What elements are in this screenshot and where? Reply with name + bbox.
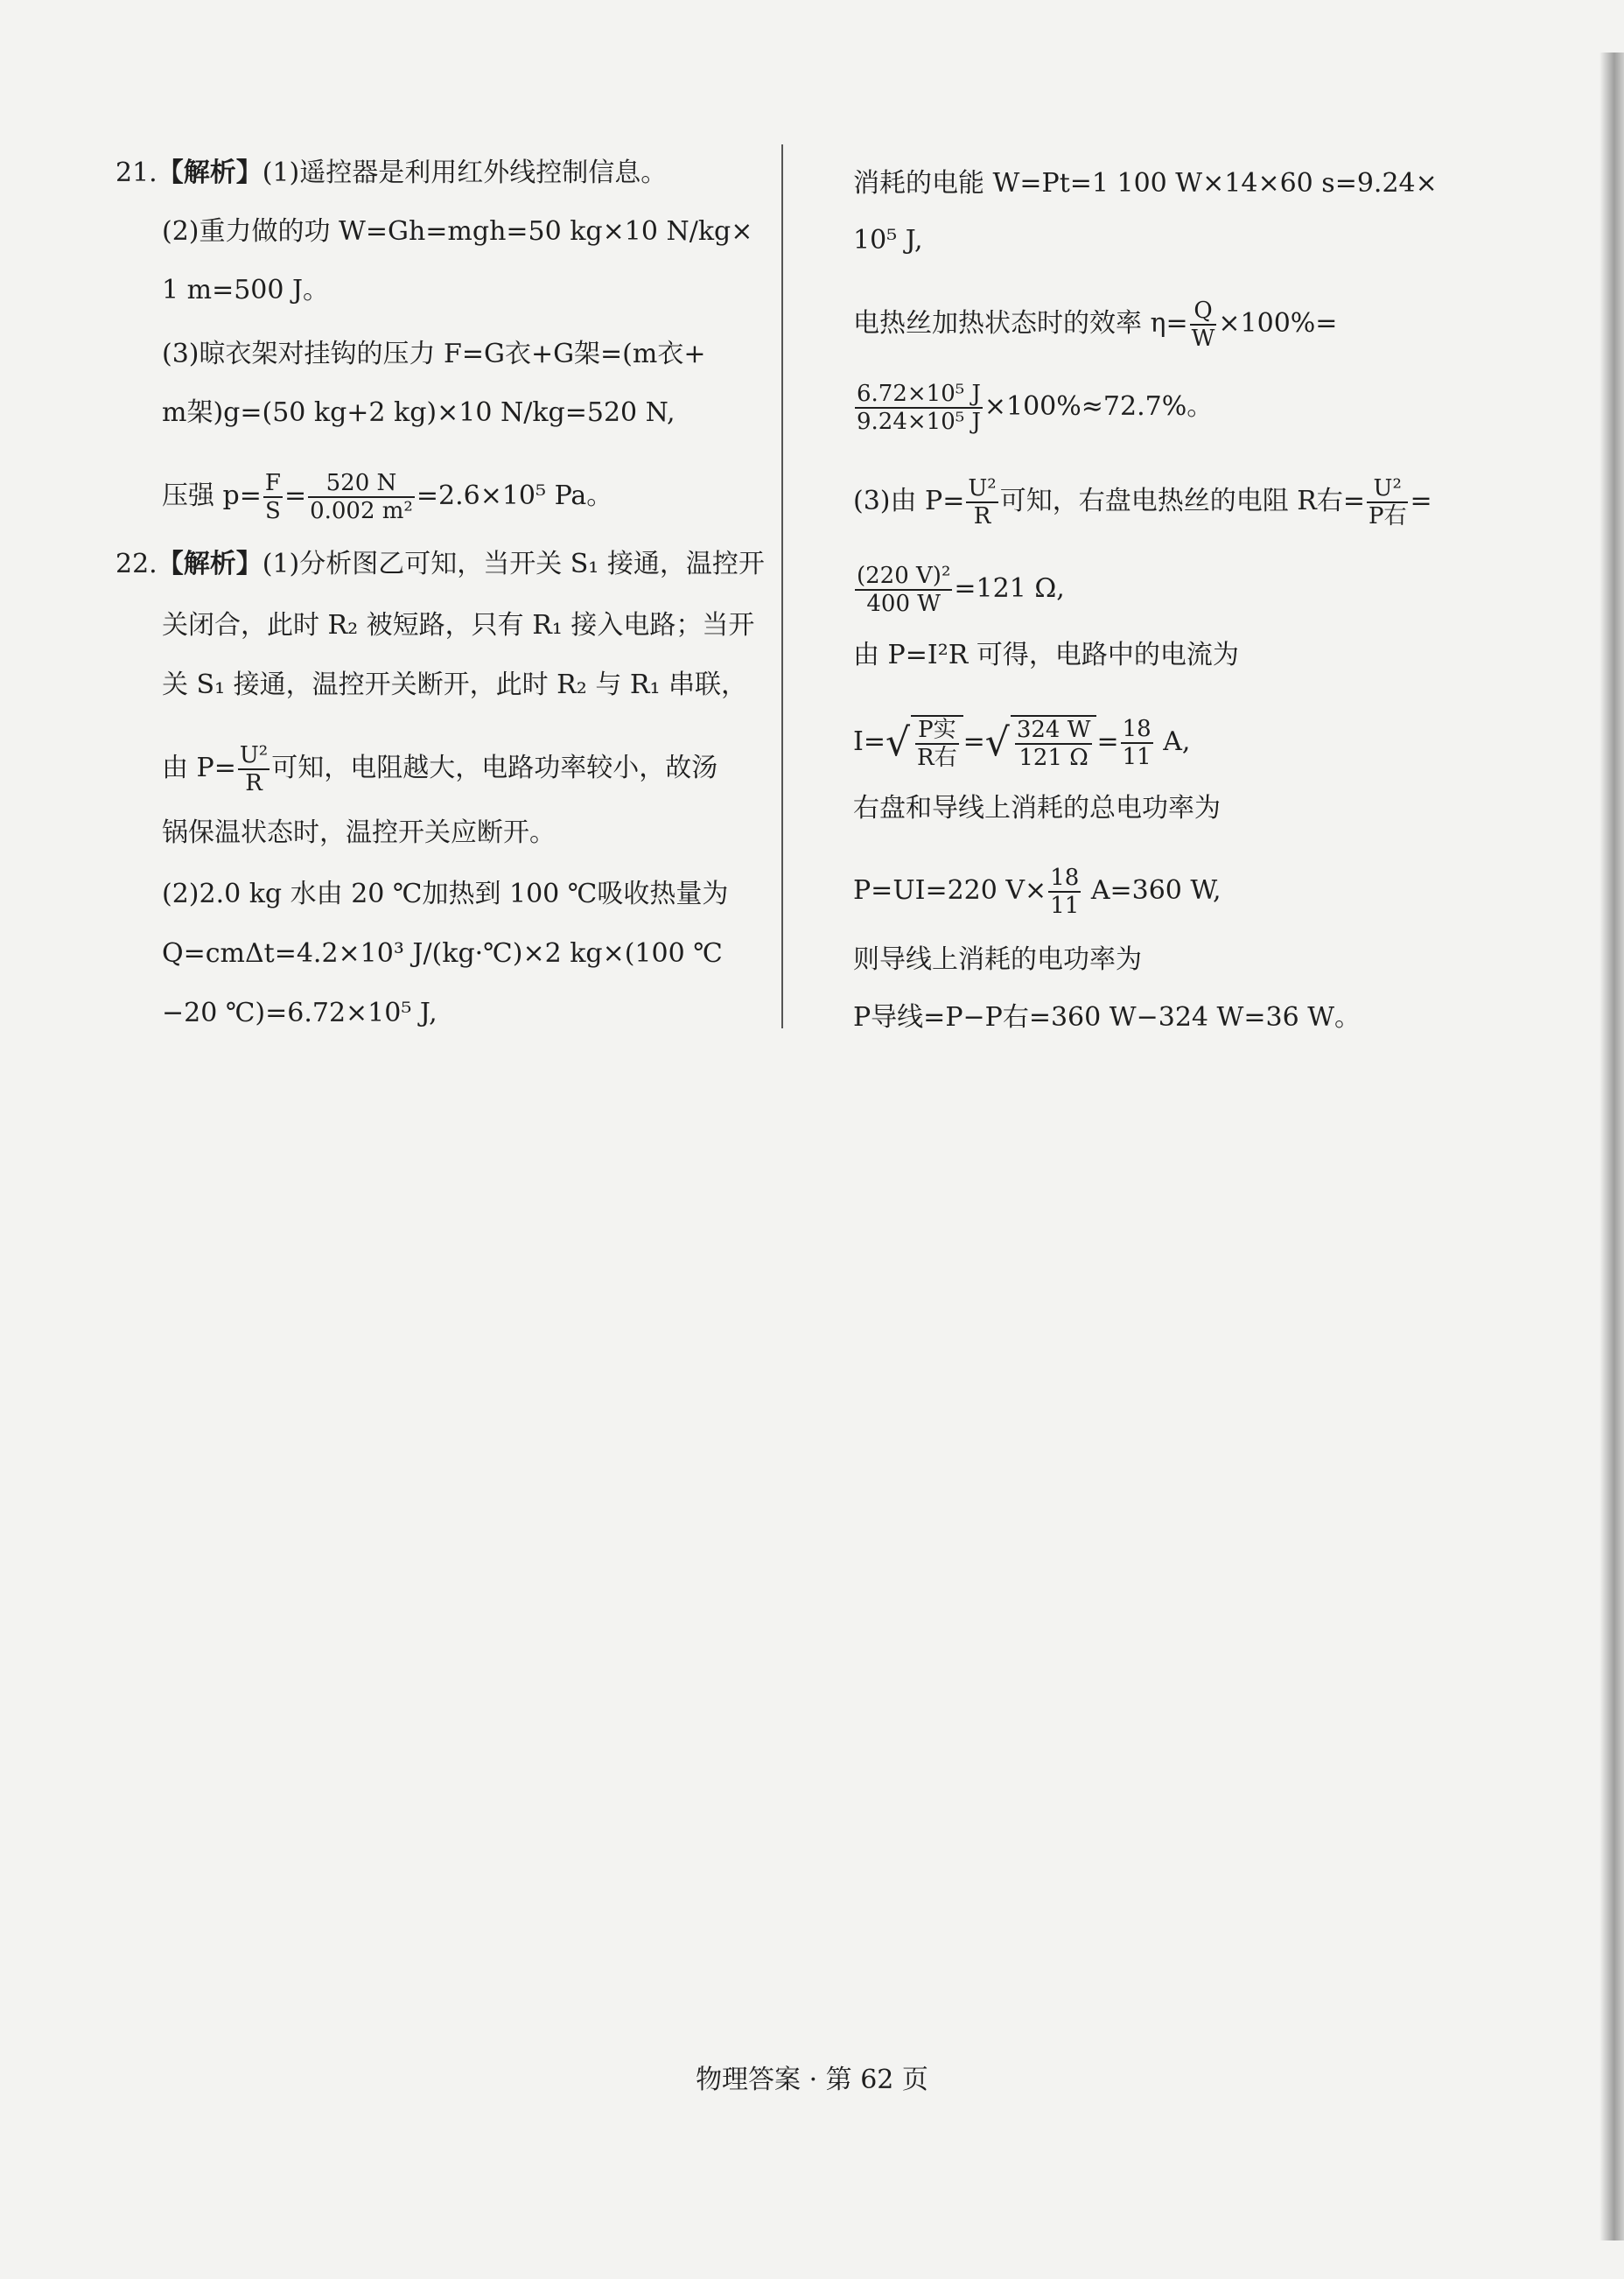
numerator: U² [239, 742, 269, 768]
denominator: 11 [1122, 744, 1152, 770]
q21-part2-cont: 1 m=500 J。 [162, 275, 330, 305]
q21-heading [116, 156, 667, 191]
q22-number: 22. [116, 549, 158, 579]
numerator: U² [968, 475, 997, 501]
resistance-line [853, 475, 1432, 529]
numerator: 324 W [1016, 717, 1091, 743]
efficiency-line [853, 298, 1337, 352]
q22-line7: Q=cmΔt=4.2×10³ J/(kg·℃)×2 kg×(100 ℃ [162, 938, 723, 969]
q22-heading [116, 547, 765, 582]
text: =121 Ω, [954, 573, 1065, 604]
fraction [1190, 298, 1217, 352]
denominator: 9.24×10⁵ J [857, 409, 981, 435]
fraction [263, 470, 283, 524]
text: = [284, 480, 307, 511]
text: 压强 p= [162, 480, 262, 511]
q21-part2: (2)重力做的功 W=Gh=mgh=50 kg×10 N/kg× [162, 216, 753, 247]
text: = [962, 726, 985, 757]
right-line7: 由 P=I²R 可得，电路中的电流为 [853, 640, 1239, 670]
denominator: 11 [1050, 893, 1080, 919]
current-line [853, 715, 1190, 771]
fraction [966, 475, 998, 529]
text: 由 P= [162, 753, 236, 783]
denominator: R右 [917, 745, 957, 771]
text: = [1096, 726, 1119, 757]
q22-line5: 锅保温状态时，温控开关应断开。 [162, 817, 556, 848]
sqrt-sign: √ [984, 720, 1010, 765]
q22-line3: 关 S₁ 接通，温控开关断开，此时 R₂ 与 R₁ 串联， [162, 670, 748, 700]
q22-line8: −20 ℃)=6.72×10⁵ J, [162, 998, 438, 1028]
q22-line1: (1)分析图乙可知，当开关 S₁ 接通，温控开 [262, 549, 765, 579]
page-edge-shadow [1600, 53, 1624, 2240]
numerator: 18 [1050, 865, 1080, 891]
text: (3)由 P= [853, 486, 965, 516]
text: I= [853, 726, 886, 757]
q22-line2: 关闭合，此时 R₂ 被短路，只有 R₁ 接入电路；当开 [162, 610, 755, 641]
q22-tag: 【解析】 [157, 549, 262, 579]
right-line11: 则导线上消耗的电功率为 [853, 944, 1142, 975]
q21-pressure-line [162, 470, 612, 524]
numerator: (220 V)² [857, 563, 951, 589]
fraction [1015, 717, 1093, 771]
fraction [1121, 716, 1153, 770]
fraction [915, 717, 959, 771]
q22-line4 [162, 742, 718, 796]
fraction [1367, 475, 1409, 529]
efficiency-result-line [853, 381, 1213, 435]
text: ×100%= [1218, 308, 1338, 339]
column-divider [781, 144, 783, 1028]
numerator: 520 N [308, 470, 415, 498]
page-footer: 物理答案 · 第 62 页 [696, 2065, 928, 2095]
q22-line6: (2)2.0 kg 水由 20 ℃加热到 100 ℃吸收热量为 [162, 879, 729, 909]
q21-tag: 【解析】 [157, 158, 262, 188]
fraction [855, 381, 983, 435]
sqrt-body [911, 715, 963, 771]
text: =2.6×10⁵ Pa。 [416, 480, 613, 511]
denominator: R [973, 503, 991, 529]
power-line [853, 865, 1222, 919]
fraction [308, 470, 415, 524]
numerator: F [264, 470, 281, 496]
text: 可知，电阻越大，电路功率较小，故汤 [271, 753, 718, 783]
resistance-result-line [853, 563, 1065, 617]
sqrt-sign: √ [886, 720, 911, 765]
text: P=UI=220 V× [853, 875, 1047, 906]
text: ×100%≈72.7%。 [984, 391, 1214, 422]
numerator: P实 [915, 717, 959, 745]
text: A=360 W, [1082, 875, 1222, 906]
denominator: 121 Ω [1018, 745, 1088, 771]
right-line1: 消耗的电能 W=Pt=1 100 W×14×60 s=9.24× [853, 168, 1438, 199]
numerator: 6.72×10⁵ J [857, 381, 981, 407]
numerator: 18 [1122, 716, 1152, 742]
denominator: W [1191, 326, 1215, 352]
sqrt-body [1011, 715, 1097, 771]
denominator: 0.002 m² [310, 498, 413, 524]
q21-part3-cont: m架)g=(50 kg+2 kg)×10 N/kg=520 N, [162, 397, 676, 428]
q21-part3: (3)晾衣架对挂钩的压力 F=G衣+G架=(m衣+ [162, 339, 706, 369]
fraction [238, 742, 270, 796]
denominator: P右 [1368, 503, 1407, 529]
text: = [1410, 486, 1432, 516]
denominator: R [245, 770, 262, 796]
fraction [855, 563, 952, 617]
numerator: U² [1367, 475, 1409, 503]
right-line2: 10⁵ J, [853, 225, 923, 256]
right-line12: P导线=P−P右=360 W−324 W=36 W。 [853, 1002, 1362, 1033]
fraction [1048, 865, 1081, 919]
right-line9: 右盘和导线上消耗的总电功率为 [853, 793, 1221, 824]
denominator: S [265, 498, 281, 524]
text: 电热丝加热状态时的效率 η= [853, 308, 1188, 339]
denominator: 400 W [866, 591, 941, 617]
text: 可知，右盘电热丝的电阻 R右= [999, 486, 1365, 516]
text: A, [1154, 726, 1191, 757]
numerator: Q [1190, 298, 1217, 326]
q21-part1: (1)遥控器是利用红外线控制信息。 [262, 158, 668, 188]
q21-number: 21. [116, 158, 158, 188]
